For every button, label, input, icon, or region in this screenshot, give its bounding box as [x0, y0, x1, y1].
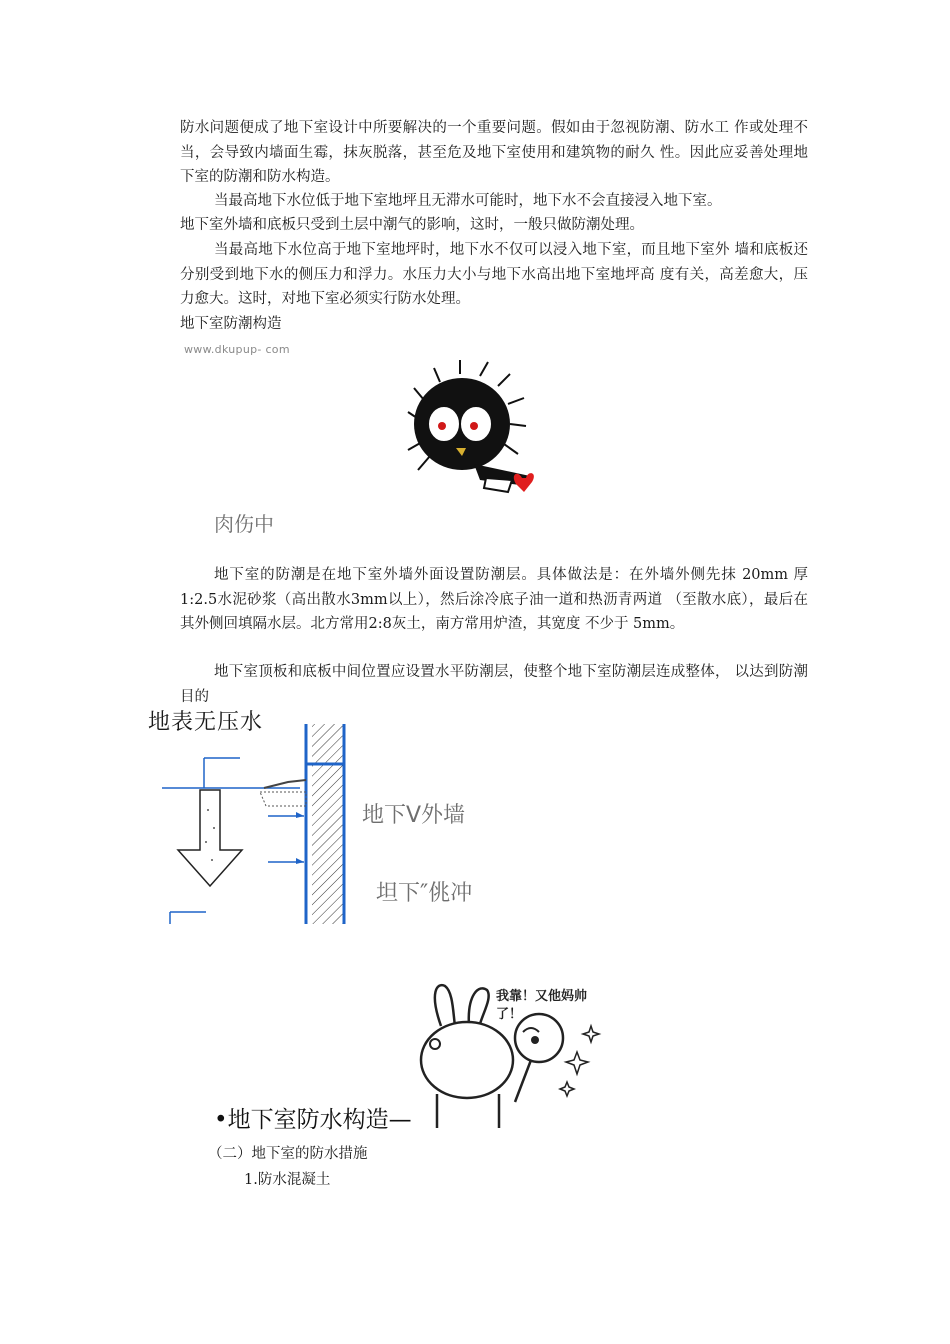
paragraph-low-water-line1: 当最高地下水位低于地下室地坪且无滞水可能时，地下水不会直接浸入地下室。: [214, 193, 722, 209]
paragraph-intro: 防水问题便成了地下室设计中所要解决的一个重要问题。假如由于忽视防潮、防水工 作或处理不当，会导致内墙面生霉，抹灰脱落，甚至危及地下室使用和建筑物的耐久 性。因此应妥善处理地下室的防潮和防水构造。: [180, 120, 808, 185]
diagram-label-floor: 坦下″佻冲: [376, 881, 473, 906]
paragraph-damp-proof-method: 地下室的防潮是在地下室外墙外面设置防潮层。具体做法是：在外墙外侧先抹 20mm 厚1:2.5水泥砂浆（高出散水3mm以上），然后涂冷底子油一道和热沥青两道 （至散水底），最后在其外侧回填隔水层。北方常用2:8灰土，南方常用炉渣，其宽度 不少于 5mm。: [180, 567, 808, 632]
paragraph-horizontal-layer: 地下室顶板和底板中间位置应设置水平防潮层，使整个地下室防潮层连成整体， 以达到防潮目的: [180, 664, 808, 705]
waterproof-subheading: （二）地下室的防水措施: [208, 1146, 368, 1162]
paragraph-low-water-line2: 地下室外墙和底板只受到土层中潮气的影响，这时，一般只做防潮处理。: [180, 217, 644, 233]
section-title-damp-proof: 地下室防潮构造: [180, 316, 282, 332]
waterproof-heading: •地下室防水构造—: [214, 1107, 412, 1133]
waterproof-item-1: 1.防水混凝土: [244, 1172, 331, 1188]
diagram-title: 地表无压水: [148, 710, 264, 735]
fuzzy-creature-illustration: [400, 360, 550, 500]
watermark-url: www.dkupup- com: [184, 343, 290, 356]
diagram-label-wall: 地下V外墙: [362, 803, 466, 828]
paragraph-high-water: 当最高地下水位高于地下室地坪时，地下水不仅可以浸入地下室，而且地下室外 墙和底板还分别受到地下水的侧压力和浮力。水压力大小与地下水高出地下室地坪高 度有关，高差愈大，压力愈大。这时，对地下室必须实行防水处理。: [180, 242, 808, 307]
bunny-speech-text: 我靠！又他妈帅了！: [496, 989, 588, 1022]
basement-wall-diagram: [160, 720, 360, 930]
image-caption: 肉伤中: [214, 512, 274, 536]
